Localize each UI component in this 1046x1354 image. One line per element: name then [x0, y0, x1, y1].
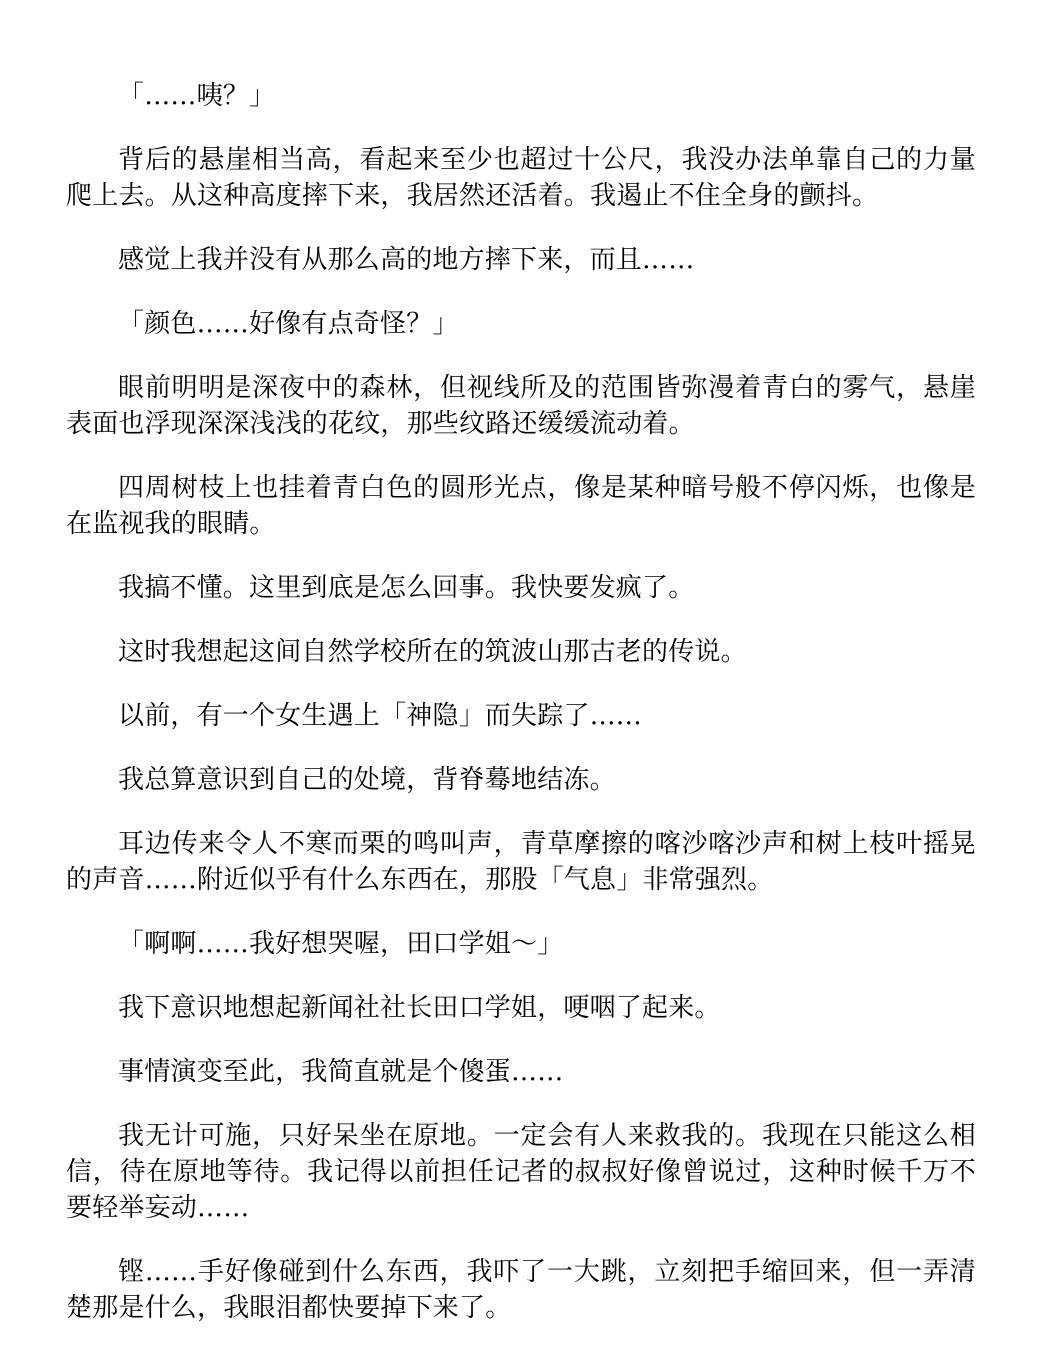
paragraph: 感觉上我并没有从那么高的地方摔下来，而且…… [118, 245, 695, 275]
paragraph: 「……咦？」 [118, 81, 276, 111]
paragraph: 我搞不懂。这里到底是怎么回事。我快要发疯了。 [118, 573, 695, 603]
paragraph: 铿……手好像碰到什么东西，我吓了一大跳，立刻把手缩回来，但一弄清楚那是什么，我眼泪都快要掉下来了。 [66, 1257, 976, 1323]
document-page [66, 78, 976, 1354]
paragraph: 眼前明明是深夜中的森林，但视线所及的范围皆弥漫着青白的雾气，悬崖表面也浮现深深浅浅的花纹，那些纹路还缓缓流动着。 [66, 373, 976, 439]
paragraph: 四周树枝上也挂着青白色的圆形光点，像是某种暗号般不停闪烁，也像是在监视我的眼睛。 [66, 473, 976, 539]
paragraph: 背后的悬崖相当高，看起来至少也超过十公尺，我没办法单靠自己的力量爬上去。从这种高度摔下来，我居然还活着。我遏止不住全身的颤抖。 [66, 145, 976, 211]
paragraph: 「啊啊……我好想哭喔，田口学姐～」 [118, 929, 564, 959]
paragraph: 「颜色……好像有点奇怪？」 [118, 309, 459, 339]
paragraph: 我无计可施，只好呆坐在原地。一定会有人来救我的。我现在只能这么相信，待在原地等待。我记得以前担任记者的叔叔好像曾说过，这种时候千万不要轻举妄动…… [66, 1121, 976, 1223]
paragraph: 耳边传来令人不寒而栗的鸣叫声，青草摩擦的喀沙喀沙声和树上枝叶摇晃的声音……附近似乎有什么东西在，那股「气息」非常强烈。 [66, 829, 976, 895]
paragraph: 我总算意识到自己的处境，背脊蓦地结冻。 [118, 765, 616, 795]
paragraph: 以前，有一个女生遇上「神隐」而失踪了…… [118, 701, 643, 731]
paragraph: 事情演变至此，我简直就是个傻蛋…… [118, 1057, 564, 1087]
paragraph: 我下意识地想起新闻社社长田口学姐，哽咽了起来。 [118, 993, 721, 1023]
paragraph: 这时我想起这间自然学校所在的筑波山那古老的传说。 [118, 637, 747, 667]
